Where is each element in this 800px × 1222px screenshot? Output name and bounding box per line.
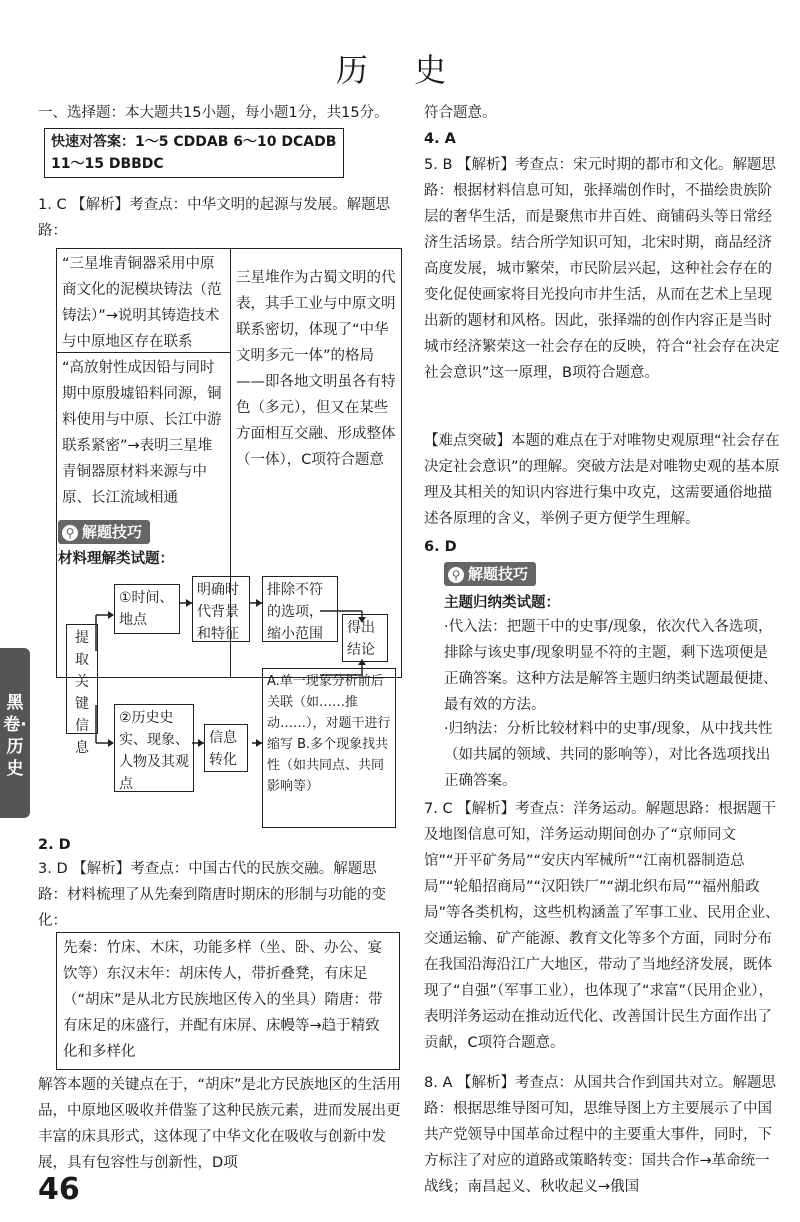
q1-table-cell-top: “三星堆青铜器采用中原商文化的泥模块铸法（范铸法）”→说明其铸造技术与中原地区存在联系 xyxy=(57,249,231,353)
flow-history: ②历史史实、现象、人物及其观点 xyxy=(114,704,194,792)
tips2-subtitle: 主题归纳类试题： xyxy=(444,595,560,611)
q3-head: 3. D 【解析】考查点：中国古代的民族交融。解题思路：材料梳理了从先秦到隋唐时期床的形制与功能的变化： xyxy=(38,861,386,929)
tips2-p2: ·归纳法：分析比较材料中的史事/现象，从中找共性（如共属的领域、共同的影响等），对比各选项找出正确答案。 xyxy=(444,721,773,789)
q8: 8. A 【解析】考查点：从国共合作到国共对立。解题思路：根据思维导图可知，思维导图上方主要展示了中国共产党领导中国革命过程中的主要重大事件，同时，下方标注了对应的道路或策略转变：国共合作→革命统一战线；南昌起义、秋收起义→俄国 xyxy=(424,1075,776,1195)
tips1-subtitle: 材料理解类试题： xyxy=(58,551,174,567)
quick-answer-line-2: 11～15 DBBDC xyxy=(51,156,164,172)
page-number: 46 xyxy=(38,1172,80,1207)
page-title: 历 史 xyxy=(335,51,465,89)
quick-answer-line-1: 快速对答案：1～5 CDDAB 6～10 DCADB xyxy=(51,134,337,150)
q3-body: 解答本题的关键点在于，“胡床”是北方民族地区的生活用品，中原地区吸收并借鉴了这种民族元素，进而发展出更丰富的床具形式，这体现了中华文化在吸收与创新中发展，具有包容性与创新性，D项 xyxy=(38,1077,402,1171)
search-key-icon: ⚲ xyxy=(448,567,464,583)
side-tab: 黑卷·历史 xyxy=(0,648,30,818)
flow-exclude: 排除不符的选项，缩小范围 xyxy=(262,576,338,642)
q1-table-cell-bottom: “高放射性成因铅与同时期中原殷墟铅料同源，铜料使用与中原、长江中游联系紧密”→表明三星堆青铜器原材料来源与中原、长江流域相通 xyxy=(57,353,231,677)
q5: 5. B 【解析】考查点：宋元时期的都市和文化。解题思路：根据材料信息可知，张择端创作时，不描绘贵族阶层的奢华生活，而是聚焦市井百姓、商铺码头等日常经济生活场景。结合所学知识可知，北宋时期，商品经济高度发展，城市繁荣，市民阶层兴起，这种社会存在的变化促使画家将目光投向市井生活，从而在艺术上呈现出新的题材和风格。因此，张择端的创作内容正是当时城市经济繁荣这一社会存在的反映，符合“社会存在决定社会意识”这一原理，B项符合题意。 xyxy=(424,157,780,381)
tips2-p1: ·代入法：把题干中的史事/现象，依次代入各选项，排除与该史事/现象明显不符的主题，剩下选项便是正确答案。这种方法是解答主题归纳类试题最便捷、最有效的方法。 xyxy=(444,619,778,713)
quick-answer-box xyxy=(44,128,344,178)
q3-box: 先秦：竹床、木床，功能多样（坐、卧、办公、宴饮等）东汉末年：胡床传人，带折叠凳，有床足（“胡床”是从北方民族地区传入的坐具）隋唐：带有床足的床盛行，并配有床屏、床幔等→趋于精致化和多样化 xyxy=(56,932,400,1070)
tips2-badge xyxy=(444,562,536,588)
q1-table-cell-right: 三星堆作为古蜀文明的代表，其手工业与中原文明联系密切，体现了“中华文明多元一体”的格局——即各地文明虽各有特色（多元），但又在某些方面相互交融、形成整体（一体），C项符合题意 xyxy=(236,270,396,468)
section-heading: 一、选择题：本大题共15小题，每小题1分，共15分。 xyxy=(38,105,389,121)
q1-head: 1. C 【解析】考查点：中华文明的起源与发展。解题思路： xyxy=(38,197,391,239)
flow-time-place: ①时间、地点 xyxy=(114,584,180,634)
q7: 7. C 【解析】考查点：洋务运动。解题思路：根据题干及地图信息可知，洋务运动期间创办了“京师同文馆”“开平矿务局”“安庆内军械所”“江南机器制造总局”“轮船招商局”“汉阳铁厂”“湖北织布局”“福州船政局”等各类机构，这些机构涵盖了军事工业、民用企业、交通运输、矿产能源、教育文化等多个方面，同时分布在我国沿海沿江广大地区，带动了当地经济发展，既体现了“自强”（军事工业），也体现了“求富”（民用企业），表明洋务运动在推动近代化、改善国计民生方面作出了贡献，C项符合题意。 xyxy=(424,801,780,1051)
tips1-badge xyxy=(58,520,150,546)
flow-conclude: 得出结论 xyxy=(342,614,388,662)
q5-difficulty: 【难点突破】本题的难点在于对唯物史观原理“社会存在决定社会意识”的理解。突破方法是对唯物史观的基本原理及其相关的知识内容进行集中攻克，这需要通俗地描述各原理的含义，举例子更方便学生理解。 xyxy=(424,433,780,527)
q2: 2. D xyxy=(38,837,71,853)
tips2-badge-label: 解题技巧 xyxy=(468,565,529,583)
search-key-icon: ⚲ xyxy=(62,525,78,541)
flow-clarify: 明确时代背景和特征 xyxy=(192,576,250,642)
flow-extract: 提取关键信息 xyxy=(66,624,98,734)
flow-methods: A.单一现象分析前后关联（如……推动……），对题干进行缩写 B.多个现象找共性（如共同点、共同影响等） xyxy=(262,668,396,828)
flow-convert: 信息转化 xyxy=(204,724,248,772)
q3-end: 符合题意。 xyxy=(424,105,497,121)
q4: 4. A xyxy=(424,131,456,147)
q6: 6. D xyxy=(424,539,457,555)
tips1-badge-label: 解题技巧 xyxy=(82,523,143,541)
